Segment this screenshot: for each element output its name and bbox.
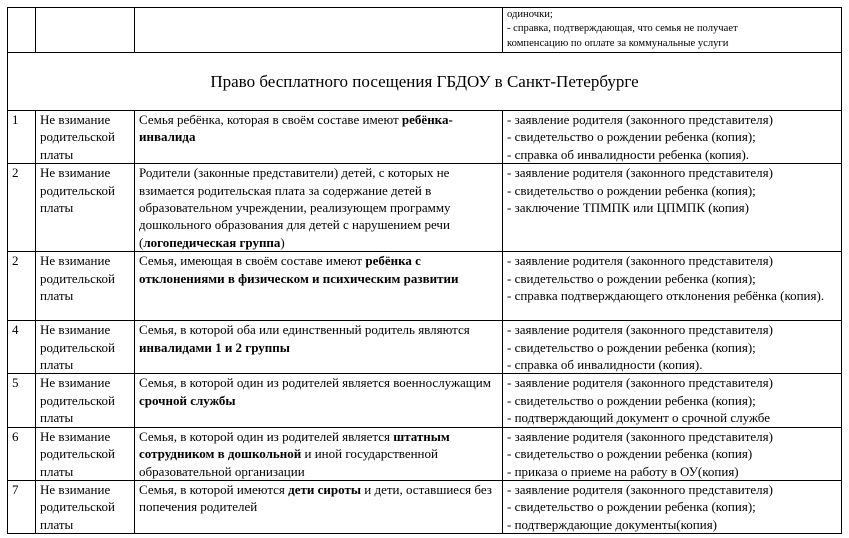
cell-documents	[503, 8, 842, 53]
document-item: - заявление родителя (законного представителя)	[507, 375, 773, 391]
table-row	[8, 111, 842, 164]
required-documents	[503, 374, 842, 427]
table-row	[8, 480, 842, 533]
document-item: - подтверждающий документ о срочной службе	[507, 410, 770, 426]
row-number: 1	[8, 111, 36, 164]
benefit-type: Не взимание родительской платы	[36, 480, 135, 533]
description-emphasis: ребёнка-инвалида	[139, 112, 453, 145]
cell-num	[8, 8, 36, 53]
document-item: - свидетельство о рождении ребенка (копия);	[507, 339, 756, 355]
description-tail: )	[280, 234, 285, 250]
description-emphasis: логопедическая группа	[143, 234, 281, 250]
eligibility-description	[135, 427, 503, 480]
eligibility-description	[135, 164, 503, 252]
row-number: 6	[8, 427, 36, 480]
section-title: Право бесплатного посещения ГБДОУ в Санкт-Петербурге	[8, 53, 842, 111]
benefit-type: Не взимание родительской платы	[36, 164, 135, 252]
description-emphasis: дети сироты	[288, 481, 361, 497]
document-item: - справка об инвалидности (копия).	[507, 357, 703, 373]
document-item: - свидетельство о рождении ребенка (копия);	[507, 499, 756, 515]
benefit-type: Не взимание родительской платы	[36, 374, 135, 427]
document-item: - подтверждающие документы(копия)	[507, 516, 718, 532]
row-number: 7	[8, 480, 36, 533]
document-item: - справка, подтверждающая, что семья не получает	[507, 23, 738, 35]
eligibility-description	[135, 374, 503, 427]
required-documents	[503, 164, 842, 252]
cell-type	[36, 8, 135, 53]
description-emphasis: штатным сотрудником в дошкольной	[139, 428, 450, 462]
document-item: - заявление родителя (законного представителя)	[507, 112, 773, 127]
benefits-table	[7, 7, 842, 534]
required-documents	[503, 252, 842, 321]
section-header-row	[8, 53, 842, 111]
document-item: - свидетельство о рождении ребенка (копия);	[507, 129, 756, 145]
document-item: - заявление родителя (законного представителя)	[507, 322, 773, 338]
document-item: - свидетельство о рождении ребенка (копия);	[507, 270, 756, 286]
document-item: - заявление родителя (законного представителя)	[507, 428, 773, 444]
row-number: 2	[8, 252, 36, 321]
document-item: - свидетельство о рождении ребенка (копия);	[507, 392, 756, 408]
table-row	[8, 164, 842, 252]
eligibility-description	[135, 252, 503, 321]
row-number: 5	[8, 374, 36, 427]
benefit-type: Не взимание родительской платы	[36, 321, 135, 374]
benefit-type: Не взимание родительской платы	[36, 427, 135, 480]
row-number: 2	[8, 164, 36, 252]
description-text: Семья, в которой один из родителей является	[139, 428, 394, 444]
description-tail: и дети, оставшиеся без попечения родителей	[139, 481, 492, 515]
table-row	[8, 427, 842, 480]
document-item: - справка об инвалидности ребенка (копия).	[507, 146, 750, 162]
document-item: одиночки;	[507, 9, 553, 20]
eligibility-description	[135, 321, 503, 374]
description-emphasis: ребёнка с отклонениями в физическом и психическим развитии	[139, 253, 459, 286]
table-row	[8, 374, 842, 427]
document-item: - приказа о приеме на работу в ОУ(копия)	[507, 463, 739, 479]
document-item: - свидетельство о рождении ребенка (копия);	[507, 182, 756, 198]
description-text: Родители (законные представители) детей, с которых не взимается родительская плата за содержание детей в образовательном учреждении, реализующем программу дошкольного образования для детей с нарушением речи (	[139, 165, 451, 250]
document-item: - заявление родителя (законного представителя)	[507, 165, 773, 181]
eligibility-description	[135, 480, 503, 533]
required-documents	[503, 427, 842, 480]
document-item: - заключение ТПМПК или ЦПМПК (копия)	[507, 200, 749, 216]
description-text: Семья, в которой имеются	[139, 481, 289, 497]
document-item: - заявление родителя (законного представителя)	[507, 481, 773, 497]
eligibility-description	[135, 111, 503, 164]
required-documents	[503, 321, 842, 374]
document-item: - справка подтверждающего отклонения ребёнка (копия).	[507, 288, 825, 304]
required-documents	[503, 480, 842, 533]
cell-description	[135, 8, 503, 53]
description-text: Семья, в которой один из родителей является военнослужащим	[139, 375, 491, 391]
benefit-type: Не взимание родительской платы	[36, 111, 135, 164]
description-tail: и иной государственной образовательной организации	[139, 446, 438, 479]
required-documents	[503, 111, 842, 164]
document-item: - свидетельство о рождении ребенка (копия)	[507, 446, 753, 462]
document-item: компенсацию по оплате за коммунальные услуги	[507, 37, 729, 49]
table-row	[8, 252, 842, 321]
table-row	[8, 321, 842, 374]
table-row-continued	[8, 8, 842, 53]
description-text: Семья, имеющая в своём составе имеют	[139, 253, 366, 269]
document-item: - заявление родителя (законного представителя)	[507, 253, 773, 269]
benefit-type: Не взимание родительской платы	[36, 252, 135, 321]
description-text: Семья, в которой оба или единственный родитель являются	[139, 322, 470, 338]
description-text: Семья ребёнка, которая в своём составе имеют	[139, 112, 402, 127]
description-emphasis: инвалидами 1 и 2 группы	[139, 339, 290, 355]
row-number: 4	[8, 321, 36, 374]
description-emphasis: срочной службы	[139, 392, 236, 408]
